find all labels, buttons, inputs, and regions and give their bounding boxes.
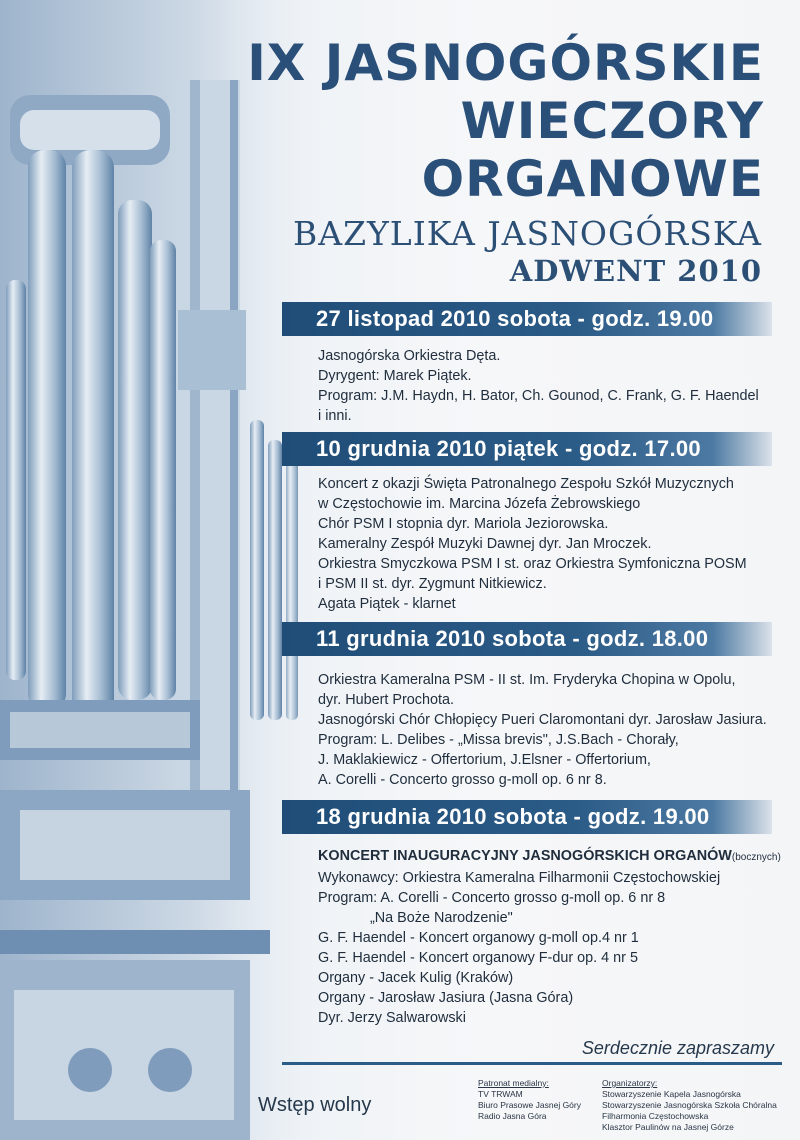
event-3-date-bar: 11 grudnia 2010 sobota - godz. 18.00 (282, 622, 772, 656)
event-1-line: Jasnogórska Orkiestra Dęta. (318, 348, 501, 364)
event-4-line: Organy - Jarosław Jasiura (Jasna Góra) (318, 990, 574, 1006)
event-4-headline (318, 846, 788, 868)
organizers-heading: Organizatorzy: (602, 1078, 658, 1088)
invitation-text: Serdecznie zapraszamy (581, 1038, 774, 1058)
event-4-line: G. F. Haendel - Koncert organowy F-dur op. 4 nr 5 (318, 950, 638, 966)
organizer: Filharmonia Częstochowska (602, 1111, 709, 1121)
event-2-line: i PSM II st. dyr. Zygmunt Nitkiewicz. (318, 576, 547, 592)
event-4-headline-note: (bocznych) (731, 852, 781, 863)
media-patronage-heading: Patronat medialny: (478, 1078, 549, 1088)
event-2-line: Orkiestra Smyczkowa PSM I st. oraz Orkiestra Symfoniczna POSM (318, 556, 747, 572)
event-2-line: Chór PSM I stopnia dyr. Mariola Jeziorowska. (318, 516, 609, 532)
event-3-line: Jasnogórski Chór Chłopięcy Pueri Claromontani dyr. Jarosław Jasiura. (318, 712, 767, 728)
event-4-details (318, 846, 788, 1028)
event-3-line: dyr. Hubert Prochota. (318, 692, 454, 708)
event-1-line: Program: J.M. Haydn, H. Bator, Ch. Gounod, C. Frank, G. F. Haendel (318, 388, 759, 404)
event-1-date-bar: 27 listopad 2010 sobota - godz. 19.00 (282, 302, 772, 336)
event-2-line: Koncert z okazji Święta Patronalnego Zespołu Szkół Muzycznych (318, 476, 734, 492)
event-4-date-bar: 18 grudnia 2010 sobota - godz. 19.00 (282, 800, 772, 834)
event-2-line: w Częstochowie im. Marcina Józefa Żebrowskiego (318, 496, 641, 512)
organ-illustration (0, 0, 330, 1140)
media-patron: TV TRWAM (478, 1089, 523, 1099)
festival-title-line-2: WIECZORY (460, 92, 764, 150)
media-patronage (478, 1078, 581, 1122)
entry-info: Wstęp wolny (258, 1094, 372, 1116)
event-4-line: Organy - Jacek Kulig (Kraków) (318, 970, 514, 986)
event-4-line: Wykonawcy: Orkiestra Kameralna Filharmonii Częstochowskiej (318, 870, 721, 886)
event-4-headline-text: KONCERT INAUGURACYJNY JASNOGÓRSKICH ORGANÓW (318, 848, 732, 864)
festival-title-line-3: ORGANOWE (421, 150, 764, 208)
event-2-details (318, 474, 788, 614)
festival-title-line-1: IX JASNOGÓRSKIE (247, 34, 764, 92)
event-3-line: Orkiestra Kameralna PSM - II st. Im. Fryderyka Chopina w Opolu, (318, 672, 736, 688)
event-3-line: Program: L. Delibes - „Missa brevis", J.S.Bach - Chorały, (318, 732, 679, 748)
event-4-line: „Na Boże Narodzenie" (370, 910, 513, 926)
event-3-line: J. Maklakiewicz - Offertorium, J.Elsner - Offertorium, (318, 752, 651, 768)
organizers (602, 1078, 777, 1133)
media-patron: Biuro Prasowe Jasnej Góry (478, 1100, 581, 1110)
event-1-line: Dyrygent: Marek Piątek. (318, 368, 472, 384)
event-2-date-bar: 10 grudnia 2010 piątek - godz. 17.00 (282, 432, 772, 466)
divider-rule (282, 1062, 782, 1065)
venue-name: BAZYLIKA JASNOGÓRSKA (293, 214, 762, 253)
season-label: ADWENT 2010 (509, 254, 762, 288)
event-4-line: Dyr. Jerzy Salwarowski (318, 1010, 466, 1026)
event-4-line: G. F. Haendel - Koncert organowy g-moll op.4 nr 1 (318, 930, 639, 946)
event-3-details (318, 670, 788, 790)
event-1-details (318, 346, 788, 426)
event-3-line: A. Corelli - Concerto grosso g-moll op. 6 nr 8. (318, 772, 607, 788)
event-4-line: Program: A. Corelli - Concerto grosso g-moll op. 6 nr 8 (318, 890, 666, 906)
organizer: Stowarzyszenie Kapela Jasnogórska (602, 1089, 741, 1099)
event-2-line: Agata Piątek - klarnet (318, 596, 456, 612)
organizer: Klasztor Paulinów na Jasnej Górze (602, 1122, 734, 1132)
event-1-line: i inni. (318, 408, 352, 424)
organizer: Stowarzyszenie Jasnogórska Szkoła Chóralna (602, 1100, 777, 1110)
event-2-line: Kameralny Zespół Muzyki Dawnej dyr. Jan Mroczek. (318, 536, 652, 552)
media-patron: Radio Jasna Góra (478, 1111, 547, 1121)
